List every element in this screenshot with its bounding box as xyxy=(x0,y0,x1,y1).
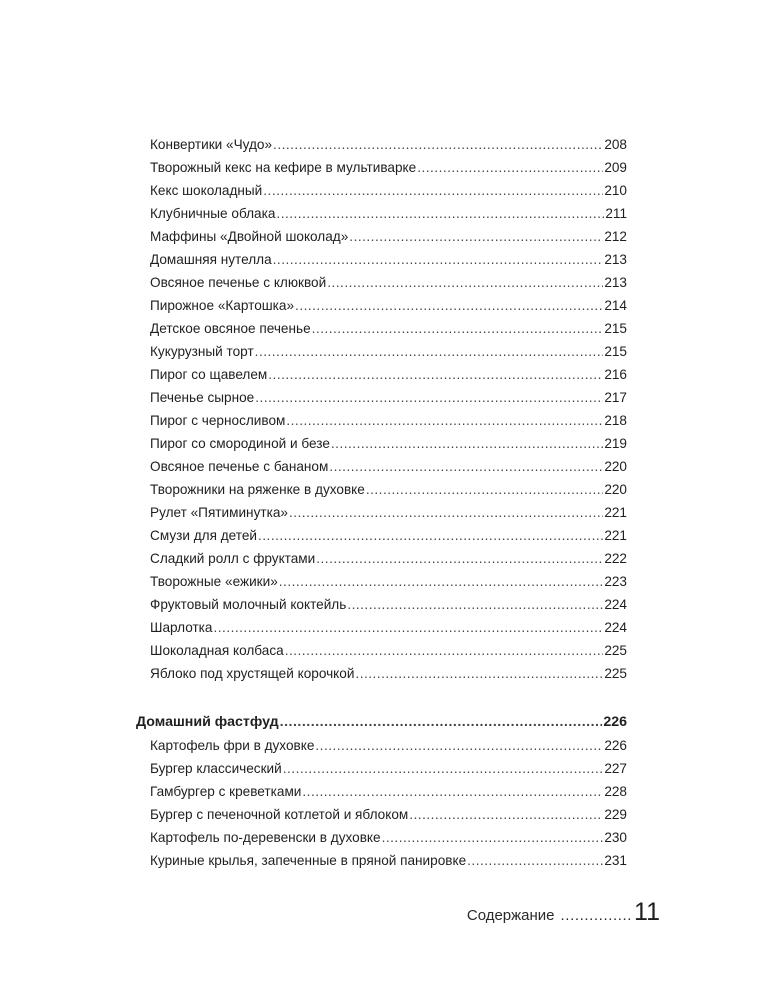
toc-entry xyxy=(150,318,627,340)
toc-entry-page: 221 xyxy=(604,528,627,543)
toc-entry xyxy=(150,180,627,202)
toc-entry-page: 224 xyxy=(604,597,627,612)
toc-entry-page: 231 xyxy=(604,853,627,868)
toc-entry-title: Шарлотка xyxy=(150,620,213,635)
toc-entry xyxy=(150,502,627,524)
toc-entry xyxy=(150,617,627,639)
toc-entry-title: Шоколадная колбаса xyxy=(150,643,284,658)
toc-entry-page: 226 xyxy=(604,738,627,753)
toc-entry-title: Пирог с черносливом xyxy=(150,413,286,428)
toc-entry-page: 223 xyxy=(604,574,627,589)
dot-leader xyxy=(273,134,603,156)
dot-leader xyxy=(255,387,603,409)
toc-entry xyxy=(150,594,627,616)
toc-entry-page: 222 xyxy=(604,551,627,566)
dot-leader xyxy=(263,180,603,202)
toc-entry-title: Творожный кекс на кефире в мультиварке xyxy=(150,160,417,175)
footer-dot-leader: ............... xyxy=(560,907,633,924)
dot-leader xyxy=(382,827,604,849)
toc-entry xyxy=(150,804,627,826)
toc-entry-page: 215 xyxy=(604,321,627,336)
toc-entry xyxy=(150,827,627,849)
dot-leader xyxy=(283,758,604,780)
toc-entry xyxy=(150,134,627,156)
toc-entry-page: 211 xyxy=(605,206,627,221)
dot-leader xyxy=(302,781,603,803)
toc-entry xyxy=(150,479,627,501)
toc-entry-page: 217 xyxy=(604,390,627,405)
toc-entry-page: 212 xyxy=(604,229,627,244)
toc-entry-page: 213 xyxy=(604,275,627,290)
dot-leader xyxy=(286,410,603,432)
toc-entry-page: 219 xyxy=(604,436,627,451)
toc-entry-page: 230 xyxy=(604,830,627,845)
dot-leader xyxy=(417,157,603,179)
dot-leader xyxy=(273,249,604,271)
toc-entry-title: Смузи для детей xyxy=(150,528,257,543)
toc-entry xyxy=(150,456,627,478)
toc-entry-page: 220 xyxy=(604,482,627,497)
dot-leader xyxy=(214,617,604,639)
toc-entry-title: Маффины «Двойной шоколад» xyxy=(150,229,349,244)
toc-entry-title: Куриные крылья, запеченные в пряной панировке xyxy=(150,853,467,868)
dot-leader xyxy=(409,804,603,826)
dot-leader xyxy=(255,341,604,363)
toc-entry xyxy=(150,850,627,872)
toc-entry-page: 216 xyxy=(604,367,627,382)
dot-leader xyxy=(268,364,603,386)
toc-entry-title: Картофель фри в духовке xyxy=(150,738,315,753)
dot-leader xyxy=(331,433,603,455)
toc-entry-page: 228 xyxy=(604,784,627,799)
toc-entry-title: Бургер классический xyxy=(150,761,282,776)
page-footer xyxy=(440,898,660,938)
dot-leader xyxy=(279,571,604,593)
toc-entry-title: Сладкий ролл с фруктами xyxy=(150,551,316,566)
toc-entry-title: Бургер с печеночной котлетой и яблоком xyxy=(150,807,409,822)
toc-section-page: 226 xyxy=(603,714,627,730)
toc-entry-page: 229 xyxy=(604,807,627,822)
toc-entry-title: Конвертики «Чудо» xyxy=(150,137,273,152)
toc-entry-title: Творожные «ежики» xyxy=(150,574,278,589)
toc-entry xyxy=(150,663,627,685)
footer-label: Содержание xyxy=(466,907,555,924)
toc-entry xyxy=(150,781,627,803)
dot-leader xyxy=(295,295,603,317)
dot-leader xyxy=(289,502,603,524)
toc-entry xyxy=(150,249,627,271)
toc-entry xyxy=(150,640,627,662)
toc-entry xyxy=(150,295,627,317)
toc-entry xyxy=(150,203,627,225)
dot-leader xyxy=(315,735,603,757)
toc-entry xyxy=(150,548,627,570)
toc-entry-title: Овсяное печенье с клюквой xyxy=(150,275,327,290)
toc-entry-page: 225 xyxy=(604,643,627,658)
toc-entry-title: Пирожное «Картошка» xyxy=(150,298,295,313)
toc-entry-page: 213 xyxy=(604,252,627,267)
dot-leader xyxy=(349,226,603,248)
toc-entry xyxy=(150,571,627,593)
dot-leader xyxy=(329,456,603,478)
toc-entry-title: Домашняя нутелла xyxy=(150,252,272,267)
toc-entry-page: 209 xyxy=(604,160,627,175)
toc-entry-page: 221 xyxy=(604,505,627,520)
toc-entry-page: 218 xyxy=(604,413,627,428)
dot-leader xyxy=(467,850,603,872)
toc-entry xyxy=(150,272,627,294)
toc-entry xyxy=(150,387,627,409)
dot-leader xyxy=(280,711,603,733)
toc-entry-title: Пирог со щавелем xyxy=(150,367,268,382)
toc-entry-title: Картофель по-деревенски в духовке xyxy=(150,830,381,845)
toc-entry xyxy=(150,226,627,248)
dot-leader xyxy=(312,318,604,340)
toc-entry xyxy=(150,735,627,757)
toc-entry-title: Клубничные облака xyxy=(150,206,276,221)
toc-entry-page: 220 xyxy=(604,459,627,474)
toc-entry-title: Фруктовый молочный коктейль xyxy=(150,597,347,612)
toc-entry-page: 215 xyxy=(604,344,627,359)
toc-entry-title: Овсяное печенье с бананом xyxy=(150,459,329,474)
toc-entry-title: Гамбургер с креветками xyxy=(150,784,302,799)
dot-leader xyxy=(327,272,603,294)
page-number: 11 xyxy=(634,898,660,926)
toc-entry-page: 225 xyxy=(604,666,627,681)
toc-entry-page: 224 xyxy=(604,620,627,635)
toc-entry-title: Яблоко под хрустящей корочкой xyxy=(150,666,355,681)
toc-section-title: Домашний фастфуд xyxy=(136,714,279,730)
toc-entry-title: Пирог со смородиной и безе xyxy=(150,436,330,451)
toc-entry xyxy=(150,364,627,386)
dot-leader xyxy=(258,525,603,547)
toc-section-heading xyxy=(136,711,627,733)
toc-entry-page: 208 xyxy=(604,137,627,152)
toc-entry xyxy=(150,157,627,179)
dot-leader xyxy=(276,203,604,225)
toc-entry-title: Кекс шоколадный xyxy=(150,183,263,198)
toc-entry-page: 227 xyxy=(604,761,627,776)
dot-leader xyxy=(285,640,604,662)
toc-entry xyxy=(150,758,627,780)
dot-leader xyxy=(316,548,603,570)
dot-leader xyxy=(366,479,603,501)
toc-entry-title: Творожники на ряженке в духовке xyxy=(150,482,365,497)
toc-entry xyxy=(150,410,627,432)
toc-entry-title: Детское овсяное печенье xyxy=(150,321,311,336)
toc-entry xyxy=(150,341,627,363)
toc-entry-page: 210 xyxy=(604,183,627,198)
dot-leader xyxy=(347,594,603,616)
toc-entry-page: 214 xyxy=(604,298,627,313)
dot-leader xyxy=(355,663,603,685)
toc-entry-title: Рулет «Пятиминутка» xyxy=(150,505,288,520)
toc-entry-title: Кукурузный торт xyxy=(150,344,254,359)
toc-entry-title: Печенье сырное xyxy=(150,390,255,405)
toc-entry xyxy=(150,525,627,547)
toc-entry xyxy=(150,433,627,455)
